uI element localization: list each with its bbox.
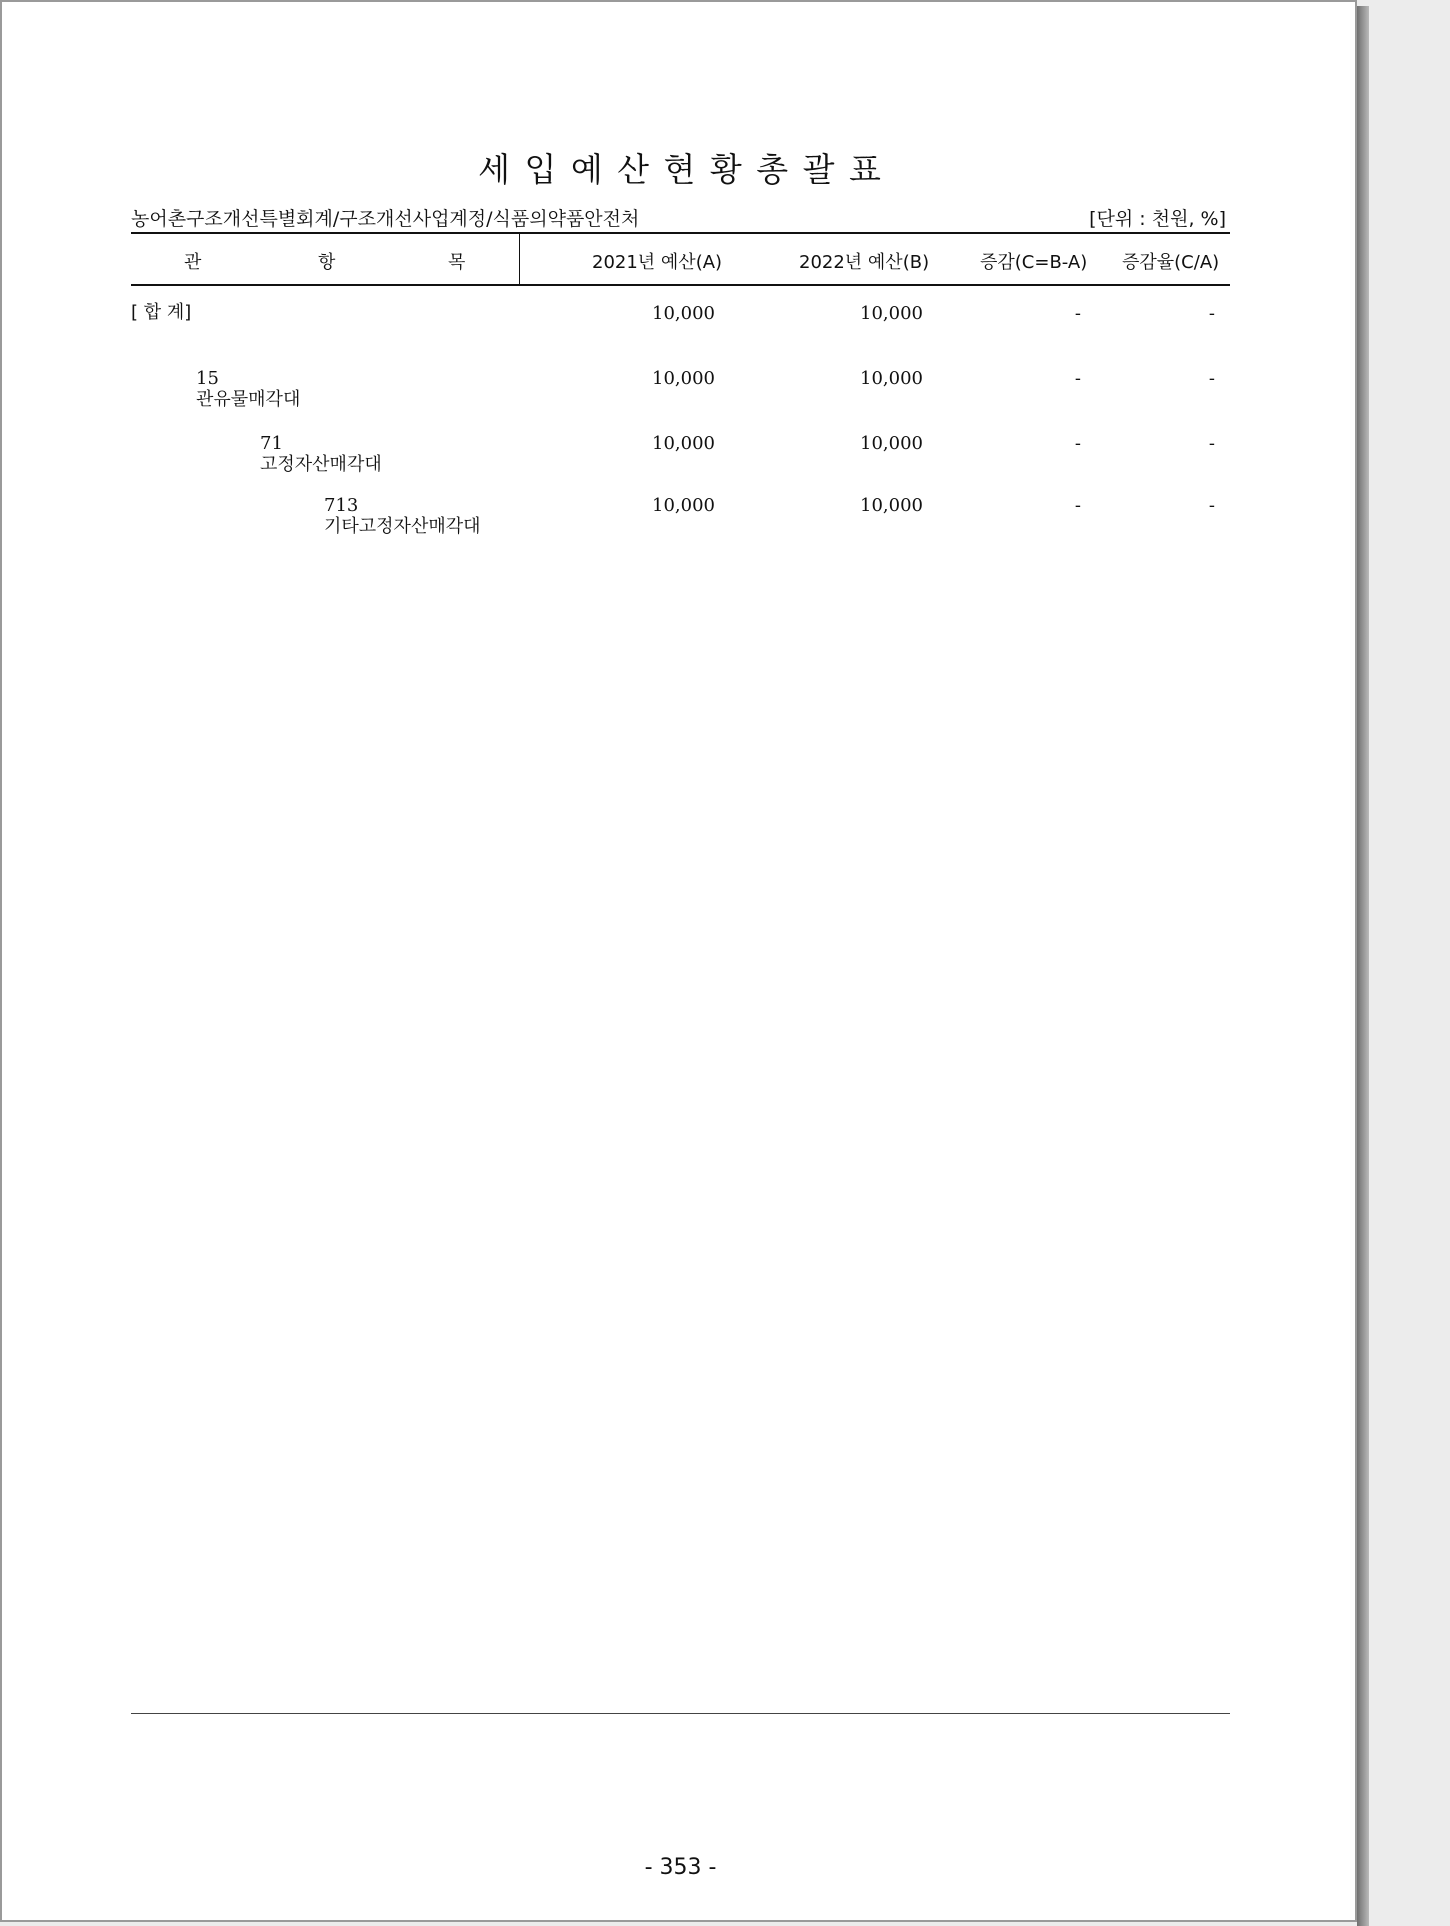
row-budget-2022: 10,000	[860, 495, 923, 516]
row-code: 71	[260, 433, 283, 454]
header-column-divider	[519, 234, 520, 284]
page-edge-shadow	[1357, 6, 1369, 1926]
row-change-rate: -	[1208, 368, 1215, 389]
row-budget-2022: 10,000	[860, 303, 923, 324]
row-name: 기타고정자산매각대	[324, 516, 481, 537]
row-change: -	[1074, 495, 1081, 516]
unit-note: [단위 : 천원, %]	[1089, 208, 1226, 230]
page-number: - 353 -	[644, 1855, 717, 1880]
header-hang: 항	[318, 252, 336, 273]
document-title: 세 입 예 산 현 황 총 괄 표	[478, 150, 883, 189]
row-change-rate: -	[1208, 433, 1215, 454]
header-change: 증감(C=B-A)	[980, 252, 1088, 273]
row-name: [ 합 계]	[131, 302, 192, 323]
row-change: -	[1074, 303, 1081, 324]
row-budget-2021: 10,000	[652, 495, 715, 516]
row-name: 고정자산매각대	[260, 454, 382, 475]
row-change-rate: -	[1208, 495, 1215, 516]
row-budget-2021: 10,000	[652, 368, 715, 389]
account-path: 농어촌구조개선특별회계/구조개선사업계정/식품의약품안전처	[131, 208, 640, 230]
row-code: 713	[324, 495, 359, 516]
row-change: -	[1074, 433, 1081, 454]
row-change-rate: -	[1208, 303, 1215, 324]
row-code: 15	[196, 368, 219, 389]
table-top-rule	[131, 232, 1230, 234]
row-budget-2022: 10,000	[860, 368, 923, 389]
row-change: -	[1074, 368, 1081, 389]
row-name: 관유물매각대	[196, 389, 301, 410]
header-change-rate: 증감율(C/A)	[1122, 252, 1220, 273]
row-budget-2022: 10,000	[860, 433, 923, 454]
row-budget-2021: 10,000	[652, 303, 715, 324]
row-budget-2021: 10,000	[652, 433, 715, 454]
header-budget-2021: 2021년 예산(A)	[592, 252, 723, 273]
header-budget-2022: 2022년 예산(B)	[799, 252, 930, 273]
header-mok: 목	[448, 252, 466, 273]
table-bottom-rule	[131, 1713, 1230, 1714]
header-gwan: 관	[184, 252, 202, 273]
header-bottom-rule	[131, 284, 1230, 286]
